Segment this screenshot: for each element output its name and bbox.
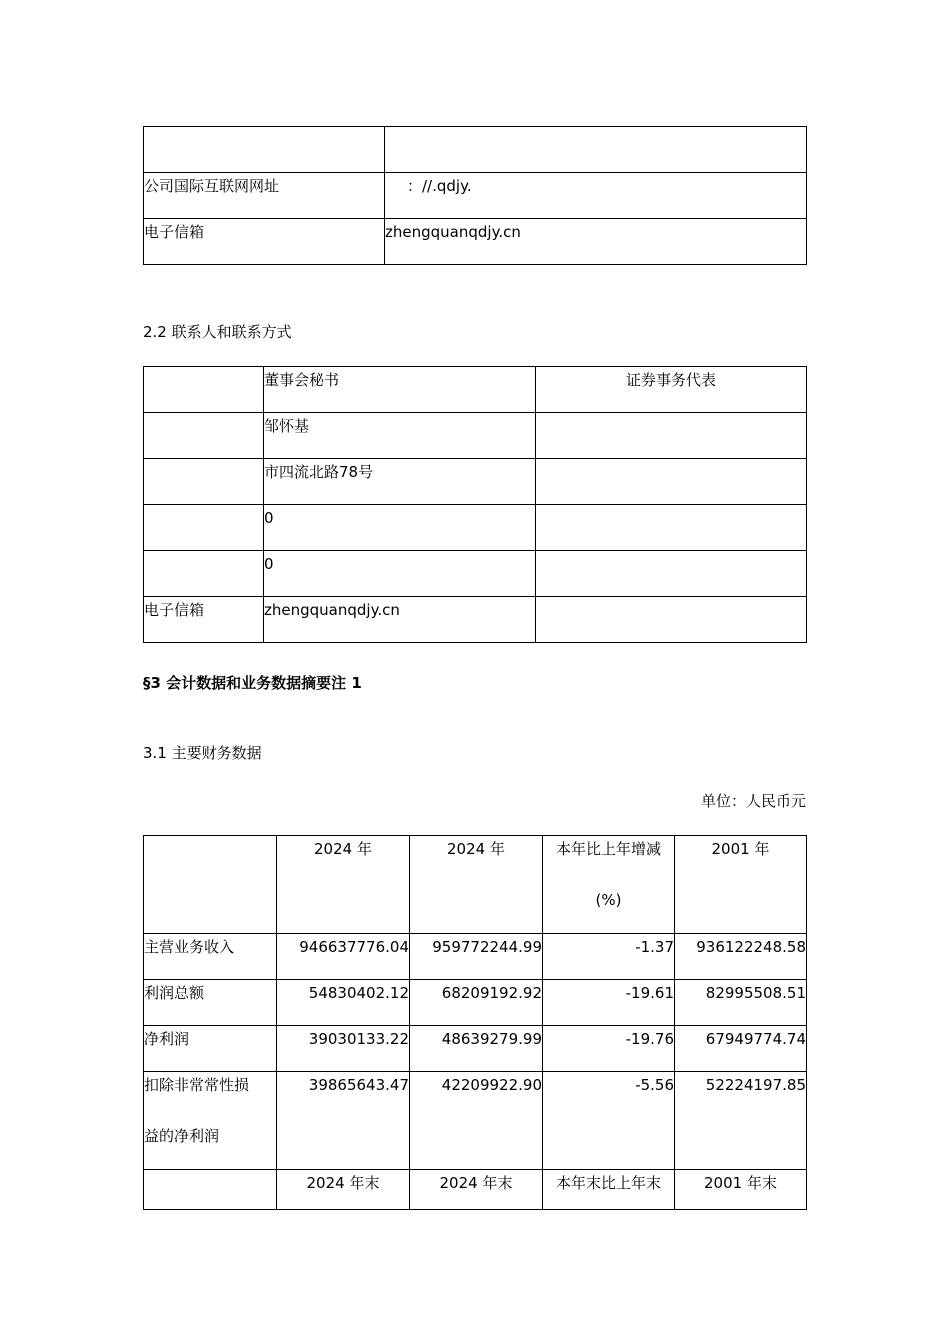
cell-value: 48639279.99 bbox=[410, 1026, 543, 1072]
row-label-line2: 益的净利润 bbox=[144, 1127, 220, 1145]
header-change bbox=[543, 836, 675, 934]
secretary-email: zhengquanqdjy.cn bbox=[264, 597, 536, 643]
cell-value: 946637776.04 bbox=[277, 934, 410, 980]
cell-value: -19.61 bbox=[543, 980, 675, 1026]
section-3-1-heading: 3.1 主要财务数据 bbox=[143, 744, 262, 762]
header-change-label: 本年比上年增减 bbox=[555, 840, 661, 858]
row-label: 净利润 bbox=[144, 1026, 277, 1072]
email-label: 电子信箱 bbox=[144, 597, 264, 643]
section-2-2-heading: 2.2 联系人和联系方式 bbox=[143, 323, 292, 341]
cell-value: 82995508.51 bbox=[675, 980, 807, 1026]
cell-value: 959772244.99 bbox=[410, 934, 543, 980]
row-label: 主营业务收入 bbox=[144, 934, 277, 980]
email-value: zhengquanqdjy.cn bbox=[385, 219, 807, 265]
footer-year: 2001 年末 bbox=[675, 1170, 807, 1210]
table-row bbox=[144, 934, 807, 980]
table-row bbox=[144, 597, 807, 643]
table-row bbox=[144, 367, 807, 413]
row-label-line1: 扣除非常常性损 bbox=[144, 1076, 250, 1094]
table-row bbox=[144, 413, 807, 459]
cell-value: -5.56 bbox=[543, 1072, 675, 1170]
table-row bbox=[144, 219, 807, 265]
table-row bbox=[144, 1072, 807, 1170]
table-row bbox=[144, 1026, 807, 1072]
cell-value: 52224197.85 bbox=[675, 1072, 807, 1170]
contact-corner-cell bbox=[144, 367, 264, 413]
table-row bbox=[144, 551, 807, 597]
cell-value: -1.37 bbox=[543, 934, 675, 980]
footer-year: 2024 年末 bbox=[410, 1170, 543, 1210]
header-year: 2024 年 bbox=[410, 836, 543, 934]
secretary-name: 邹怀基 bbox=[264, 413, 536, 459]
table-row bbox=[144, 505, 807, 551]
email-label: 电子信箱 bbox=[144, 219, 385, 265]
website-label: 公司国际互联网网址 bbox=[144, 173, 385, 219]
cell-value: 67949774.74 bbox=[675, 1026, 807, 1072]
footer-change: 本年末比上年末 bbox=[543, 1170, 675, 1210]
contact-label bbox=[144, 413, 264, 459]
rep-header: 证券事务代表 bbox=[536, 367, 807, 413]
website-value: ：//.qdjy. bbox=[385, 173, 807, 219]
cell-value: 54830402.12 bbox=[277, 980, 410, 1026]
contact-label bbox=[144, 459, 264, 505]
header-corner bbox=[144, 836, 277, 934]
footer-corner bbox=[144, 1170, 277, 1210]
contacts-table bbox=[143, 366, 807, 643]
table-header-row bbox=[144, 836, 807, 934]
table-row bbox=[144, 173, 807, 219]
header-year: 2001 年 bbox=[675, 836, 807, 934]
row-label: 利润总额 bbox=[144, 980, 277, 1026]
table-footer-row bbox=[144, 1170, 807, 1210]
rep-phone bbox=[536, 505, 807, 551]
rep-name bbox=[536, 413, 807, 459]
table-row bbox=[144, 459, 807, 505]
table-row bbox=[144, 980, 807, 1026]
cell-value: 39030133.22 bbox=[277, 1026, 410, 1072]
company-info-table bbox=[143, 126, 807, 265]
rep-fax bbox=[536, 551, 807, 597]
cell-value: 42209922.90 bbox=[410, 1072, 543, 1170]
secretary-address: 市四流北路78号 bbox=[264, 459, 536, 505]
unit-label: 单位：人民币元 bbox=[700, 792, 806, 810]
contact-label bbox=[144, 505, 264, 551]
cell-value: 68209192.92 bbox=[410, 980, 543, 1026]
section-3-heading: §3 会计数据和业务数据摘要注 1 bbox=[143, 674, 362, 692]
footer-year: 2024 年末 bbox=[277, 1170, 410, 1210]
secretary-phone: 0 bbox=[264, 505, 536, 551]
info-value bbox=[385, 127, 807, 173]
rep-address bbox=[536, 459, 807, 505]
cell-value: -19.76 bbox=[543, 1026, 675, 1072]
financial-data-table bbox=[143, 835, 807, 1210]
cell-value: 39865643.47 bbox=[277, 1072, 410, 1170]
info-label bbox=[144, 127, 385, 173]
secretary-fax: 0 bbox=[264, 551, 536, 597]
header-year: 2024 年 bbox=[277, 836, 410, 934]
secretary-header: 董事会秘书 bbox=[264, 367, 536, 413]
header-change-pct: (%) bbox=[595, 891, 622, 909]
rep-email bbox=[536, 597, 807, 643]
cell-value: 936122248.58 bbox=[675, 934, 807, 980]
row-label bbox=[144, 1072, 277, 1170]
contact-label bbox=[144, 551, 264, 597]
table-row bbox=[144, 127, 807, 173]
